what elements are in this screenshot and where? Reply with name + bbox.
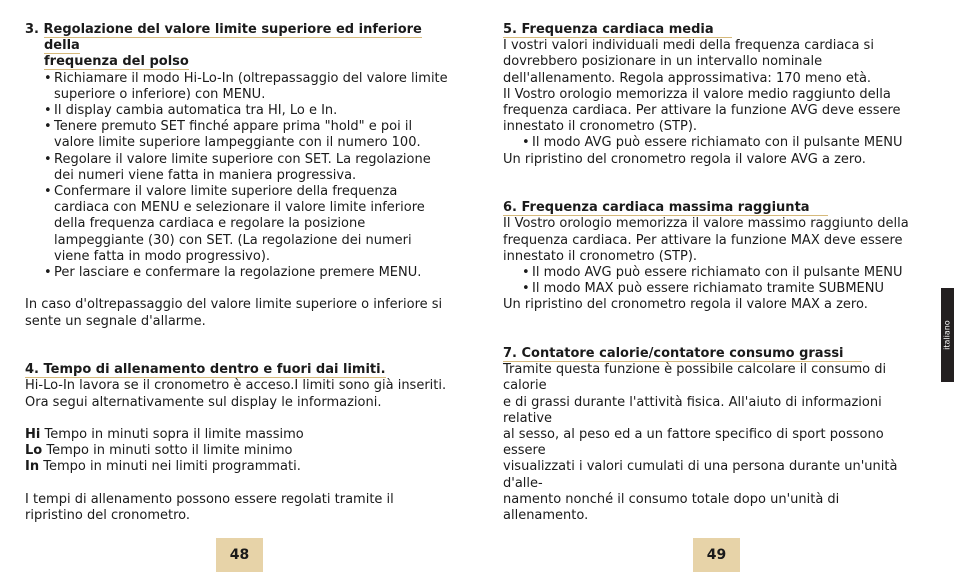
list-item: • Il modo AVG può essere richiamato con il pulsante MENU — [503, 135, 926, 151]
section-3-number: 3. — [25, 22, 39, 37]
term-label: Hi — [25, 427, 41, 443]
section-3-heading — [25, 22, 451, 71]
language-tab — [941, 288, 954, 382]
section-4-number: 4. — [25, 362, 39, 378]
section-4-footer: I tempi di allenamento possono essere regolati tramite il ripristino del cronometro. — [25, 491, 394, 524]
term-desc: Tempo in minuti sopra il limite massimo — [44, 427, 304, 443]
section-5-para1: I vostri valori individuali medi della frequenza cardiaca si dovrebbero posizionare in un intervallo nominale dell'allenamento. Regola approssimativa: 170 meno età. — [503, 38, 874, 86]
list-item: • Confermare il valore limite superiore della frequenza cardiaca con MENU e selezionare il valore limite inferiore della frequenza cardiaca e regolare la posizione lampeggiante (30) con SET. (La regolazione dei numeri viene fatta in modo progressivo). — [25, 184, 451, 265]
term-row — [25, 427, 451, 443]
section-3-title-line1: Regolazione del valore limite superiore ed inferiore della — [43, 22, 422, 54]
term-row — [25, 443, 451, 459]
section-5-bullets — [503, 135, 926, 151]
section-6-para1: Il Vostro orologio memorizza il valore massimo raggiunto della frequenza cardiaca. Per attivare la funzione MAX deve essere innestato il cronometro (STP). — [503, 216, 909, 264]
section-6-title: 6. Frequenza cardiaca massima raggiunta — [503, 200, 828, 216]
list-item: • Il display cambia automatica tra HI, Lo e In. — [25, 103, 451, 119]
section-7-line: visualizzati i valori cumulati di una persona durante un'unità d'alle- — [503, 459, 898, 491]
section-7-title: 7. Contatore calorie/contatore consumo grassi — [503, 346, 862, 362]
list-item: • Il modo MAX può essere richiamato tramite SUBMENU — [503, 281, 926, 297]
page-number-left: 48 — [216, 538, 263, 572]
left-page — [25, 22, 451, 524]
list-item: • Regolare il valore limite superiore con SET. La regolazione dei numeri viene fatta in maniera progressiva. — [25, 152, 451, 184]
list-item: • Tenere premuto SET finché appare prima "hold" e poi il valore limite superiore lampeggiante con il numero 100. — [25, 119, 451, 151]
list-item: • Per lasciare e confermare la regolazione premere MENU. — [25, 265, 451, 281]
section-4-title-wrap — [25, 362, 386, 378]
page-number-right: 49 — [693, 538, 740, 572]
list-item: • Richiamare il modo Hi-Lo-In (oltrepassaggio del valore limite superiore o inferiore) con MENU. — [25, 71, 451, 103]
section-6-closing: Un ripristino del cronometro regola il valore MAX a zero. — [503, 297, 868, 313]
section-7-line: e di grassi durante l'attività fisica. All'aiuto di informazioni relative — [503, 394, 882, 426]
section-5-closing: Un ripristino del cronometro regola il valore AVG a zero. — [503, 151, 866, 167]
term-row — [25, 459, 451, 475]
language-tab-label: italiano — [942, 320, 952, 350]
section-3-title-line2: frequenza del polso — [44, 54, 189, 70]
section-4-title: Tempo di allenamento dentro e fuori dai limiti. — [43, 362, 386, 378]
term-label: In — [25, 459, 40, 475]
right-page — [503, 22, 926, 524]
section-5-para2: Il Vostro orologio memorizza il valore medio raggiunto della frequenza cardiaca. Per attivare la funzione AVG deve essere innestato il cronometro (STP). — [503, 86, 901, 135]
term-label: Lo — [25, 443, 43, 459]
section-4-intro: Hi-Lo-In lavora se il cronometro è acceso.I limiti sono già inseriti. Ora segui alternativamente sul display le informazioni. — [25, 378, 447, 410]
list-item: • Il modo AVG può essere richiamato con il pulsante MENU — [503, 265, 926, 281]
section-7-line: al sesso, al peso ed a un fattore specifico di sport possono essere — [503, 427, 884, 459]
section-6-bullets — [503, 265, 926, 297]
section-3-bullets — [25, 71, 451, 282]
section-7-line: Tramite questa funzione è possibile calcolare il consumo di calorie — [503, 362, 887, 394]
section-7-line: namento nonché il consumo totale dopo un'unità di allenamento. — [503, 491, 840, 524]
section-3-note: In caso d'oltrepassaggio del valore limite superiore o inferiore si sente un segnale d'allarme. — [25, 297, 443, 329]
term-desc: Tempo in minuti nei limiti programmati. — [43, 459, 301, 475]
section-5-title: 5. Frequenza cardiaca media — [503, 22, 732, 38]
term-desc: Tempo in minuti sotto il limite minimo — [46, 443, 293, 459]
section-4-heading — [25, 362, 451, 378]
